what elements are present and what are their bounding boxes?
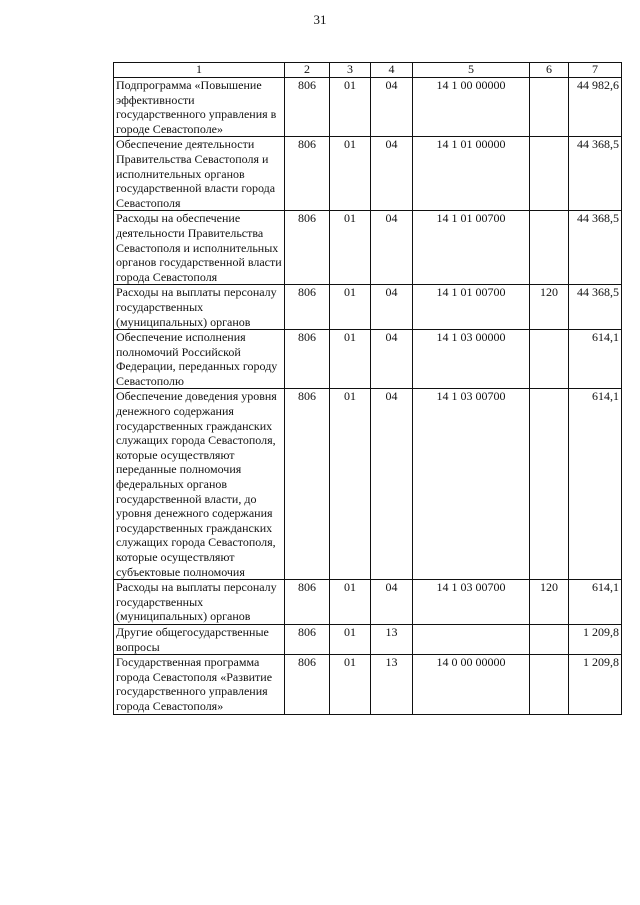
table-row <box>114 211 622 285</box>
subsection-code-cell: 04 <box>371 78 413 137</box>
expense-type-cell <box>530 624 569 654</box>
expense-type-cell <box>530 211 569 285</box>
expense-type-cell <box>530 655 569 714</box>
expense-type-cell <box>530 389 569 580</box>
subsection-code-cell: 04 <box>371 285 413 330</box>
target-article-cell: 14 0 00 00000 <box>413 655 530 714</box>
ministry-code-cell: 806 <box>285 137 330 211</box>
header-col-4: 4 <box>371 63 413 78</box>
amount-cell: 44 368,5 <box>569 211 622 285</box>
section-code-cell: 01 <box>330 580 371 625</box>
ministry-code-cell: 806 <box>285 330 330 389</box>
amount-cell: 44 368,5 <box>569 137 622 211</box>
row-name-cell: Расходы на выплаты персоналу государственных (муниципальных) органов <box>114 285 285 330</box>
ministry-code-cell: 806 <box>285 78 330 137</box>
row-name-cell: Обеспечение деятельности Правительства Севастополя и исполнительных органов государственной власти города Севастополя <box>114 137 285 211</box>
amount-cell: 1 209,8 <box>569 655 622 714</box>
table-row <box>114 285 622 330</box>
row-name-cell: Государственная программа города Севастополя «Развитие государственного управления города Севастополя» <box>114 655 285 714</box>
header-col-7: 7 <box>569 63 622 78</box>
section-code-cell: 01 <box>330 285 371 330</box>
amount-cell: 614,1 <box>569 330 622 389</box>
expense-type-cell <box>530 330 569 389</box>
ministry-code-cell: 806 <box>285 580 330 625</box>
target-article-cell: 14 1 01 00700 <box>413 285 530 330</box>
target-article-cell: 14 1 00 00000 <box>413 78 530 137</box>
ministry-code-cell: 806 <box>285 624 330 654</box>
target-article-cell: 14 1 03 00700 <box>413 389 530 580</box>
subsection-code-cell: 04 <box>371 389 413 580</box>
subsection-code-cell: 13 <box>371 624 413 654</box>
header-col-6: 6 <box>530 63 569 78</box>
expense-type-cell <box>530 137 569 211</box>
section-code-cell: 01 <box>330 211 371 285</box>
amount-cell: 614,1 <box>569 389 622 580</box>
amount-cell: 44 982,6 <box>569 78 622 137</box>
target-article-cell: 14 1 03 00700 <box>413 580 530 625</box>
row-name-cell: Обеспечение доведения уровня денежного содержания государственных гражданских служащих города Севастополя, которые осуществляют переданные полномочия федеральных органов государственной власти, до уровня денежного содержания государственных гражданских служащих города Севастополя, которые осуществляют субъектовые полномочия <box>114 389 285 580</box>
amount-cell: 1 209,8 <box>569 624 622 654</box>
header-col-2: 2 <box>285 63 330 78</box>
page-number: 31 <box>313 12 327 27</box>
subsection-code-cell: 04 <box>371 330 413 389</box>
section-code-cell: 01 <box>330 655 371 714</box>
section-code-cell: 01 <box>330 330 371 389</box>
expense-type-cell <box>530 78 569 137</box>
header-col-5: 5 <box>413 63 530 78</box>
ministry-code-cell: 806 <box>285 655 330 714</box>
subsection-code-cell: 04 <box>371 580 413 625</box>
section-code-cell: 01 <box>330 389 371 580</box>
subsection-code-cell: 13 <box>371 655 413 714</box>
amount-cell: 44 368,5 <box>569 285 622 330</box>
table-row <box>114 389 622 580</box>
ministry-code-cell: 806 <box>285 211 330 285</box>
subsection-code-cell: 04 <box>371 211 413 285</box>
target-article-cell: 14 1 03 00000 <box>413 330 530 389</box>
target-article-cell: 14 1 01 00000 <box>413 137 530 211</box>
section-code-cell: 01 <box>330 137 371 211</box>
target-article-cell: 14 1 01 00700 <box>413 211 530 285</box>
ministry-code-cell: 806 <box>285 389 330 580</box>
table-row <box>114 137 622 211</box>
ministry-code-cell: 806 <box>285 285 330 330</box>
table-row <box>114 580 622 625</box>
header-col-1: 1 <box>114 63 285 78</box>
table-row <box>114 330 622 389</box>
expense-type-cell: 120 <box>530 285 569 330</box>
table-row <box>114 624 622 654</box>
amount-cell: 614,1 <box>569 580 622 625</box>
section-code-cell: 01 <box>330 78 371 137</box>
expense-type-cell: 120 <box>530 580 569 625</box>
row-name-cell: Расходы на обеспечение деятельности Правительства Севастополя и исполнительных органов государственной власти города Севастополя <box>114 211 285 285</box>
table-row <box>114 78 622 137</box>
table-header-row <box>114 63 622 78</box>
row-name-cell: Подпрограмма «Повышение эффективности государственного управления в городе Севастополе» <box>114 78 285 137</box>
target-article-cell <box>413 624 530 654</box>
row-name-cell: Расходы на выплаты персоналу государственных (муниципальных) органов <box>114 580 285 625</box>
section-code-cell: 01 <box>330 624 371 654</box>
header-col-3: 3 <box>330 63 371 78</box>
table-row <box>114 655 622 714</box>
row-name-cell: Обеспечение исполнения полномочий Российской Федерации, переданных городу Севастополю <box>114 330 285 389</box>
row-name-cell: Другие общегосударственные вопросы <box>114 624 285 654</box>
subsection-code-cell: 04 <box>371 137 413 211</box>
budget-table <box>113 62 622 715</box>
